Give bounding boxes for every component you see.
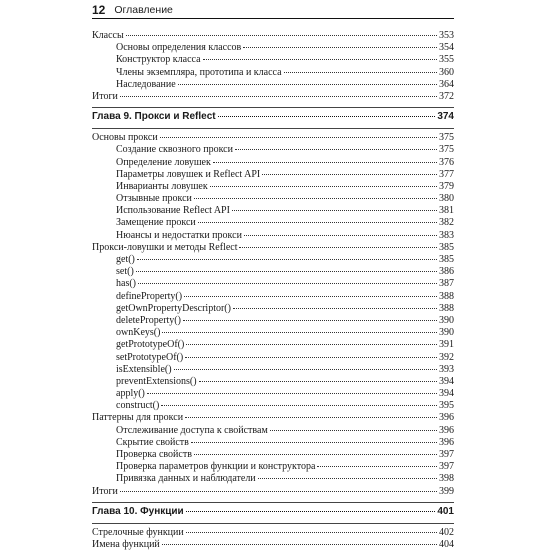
toc-entry-page-number: 397 bbox=[439, 449, 454, 460]
toc-entry[interactable] bbox=[92, 400, 454, 412]
dot-leader bbox=[244, 235, 437, 236]
toc-entry-title: Основы прокси bbox=[92, 132, 158, 144]
toc-entry-page-number: 386 bbox=[439, 266, 454, 278]
toc-entry-title: Привязка данных и наблюдатели bbox=[116, 473, 256, 485]
toc-entry-title: Паттерны для прокси bbox=[92, 412, 184, 424]
toc-entry-title: Наследование bbox=[116, 78, 176, 90]
toc-entry[interactable] bbox=[92, 473, 454, 485]
toc-entry-title: Конструктор класса bbox=[116, 54, 201, 66]
page-number: 12 bbox=[92, 3, 106, 17]
toc-entry-page-number: 399 bbox=[439, 485, 454, 497]
toc-entry-title: Скрытие свойств bbox=[116, 436, 189, 448]
toc-entry[interactable] bbox=[92, 42, 454, 54]
toc-entry-title: Использование Reflect API bbox=[116, 205, 230, 217]
dot-leader bbox=[218, 116, 436, 117]
toc-entry-page-number: 385 bbox=[439, 241, 454, 253]
toc-entry-title: Создание сквозного прокси bbox=[116, 144, 233, 156]
toc-entry-page-number: 353 bbox=[439, 30, 454, 41]
toc-entry-page-number: 392 bbox=[439, 351, 454, 363]
toc-entry[interactable] bbox=[92, 254, 454, 266]
toc-entry-page-number: 364 bbox=[439, 78, 454, 90]
toc-entry-title: apply() bbox=[116, 388, 145, 400]
toc-entry-title: Основы определения классов bbox=[116, 42, 242, 54]
dot-leader bbox=[194, 454, 437, 455]
dot-leader bbox=[198, 222, 437, 223]
toc-entry[interactable] bbox=[92, 144, 454, 156]
toc-entry-page-number: 396 bbox=[439, 424, 454, 436]
toc-entry[interactable] bbox=[92, 437, 454, 449]
toc-entry[interactable] bbox=[92, 388, 454, 400]
toc-entry-page-number: 394 bbox=[439, 375, 454, 387]
toc-entry-title: Прокси-ловушки и методы Reflect bbox=[92, 241, 238, 253]
toc-entry[interactable] bbox=[92, 376, 454, 388]
toc-entry-title: Стрелочные функции bbox=[92, 526, 184, 538]
dot-leader bbox=[258, 478, 437, 479]
toc-entry[interactable] bbox=[92, 266, 454, 278]
toc-entry-page-number: 401 bbox=[437, 505, 454, 517]
dot-leader bbox=[120, 491, 437, 492]
toc-entry-title: getPrototypeOf() bbox=[116, 339, 185, 351]
dot-leader bbox=[186, 511, 436, 512]
toc-entry[interactable] bbox=[92, 527, 454, 539]
chapter-entry[interactable] bbox=[92, 506, 454, 521]
toc-entry[interactable] bbox=[92, 181, 454, 193]
toc-entry-title: ownKeys() bbox=[116, 327, 161, 339]
dot-leader bbox=[184, 296, 437, 297]
toc-entry-title: Проверка параметров функции и конструктора bbox=[116, 461, 316, 473]
dot-leader bbox=[232, 210, 437, 211]
toc-entry-title: Параметры ловушек и Reflect API bbox=[116, 168, 261, 180]
toc-entry[interactable] bbox=[92, 486, 454, 498]
toc-entry[interactable] bbox=[92, 461, 454, 473]
dot-leader bbox=[235, 149, 437, 150]
toc-entry-page-number: 388 bbox=[439, 290, 454, 302]
toc-entry[interactable] bbox=[92, 132, 454, 144]
toc-entry[interactable] bbox=[92, 30, 454, 42]
toc-entry-title: Отзывные прокси bbox=[116, 193, 192, 205]
toc-entry-page-number: 375 bbox=[439, 132, 454, 144]
chapter-divider bbox=[92, 128, 454, 129]
dot-leader bbox=[317, 466, 437, 467]
dot-leader bbox=[233, 308, 437, 309]
dot-leader bbox=[137, 259, 437, 260]
toc-entry-title: Замещение прокси bbox=[116, 217, 196, 229]
toc-entry-page-number: 393 bbox=[439, 363, 454, 375]
toc-entry[interactable] bbox=[92, 425, 454, 437]
toc-entry[interactable] bbox=[92, 242, 454, 254]
chapter-divider bbox=[92, 107, 454, 108]
dot-leader bbox=[186, 344, 437, 345]
toc-entry[interactable] bbox=[92, 157, 454, 169]
toc-entry-page-number: 380 bbox=[439, 193, 454, 205]
toc-entry[interactable] bbox=[92, 230, 454, 242]
toc-entry-title: deleteProperty() bbox=[116, 314, 181, 326]
toc-entry-page-number: 402 bbox=[439, 526, 454, 538]
toc-entry-page-number: 379 bbox=[439, 180, 454, 192]
toc-entry-page-number: 387 bbox=[439, 278, 454, 290]
dot-leader bbox=[138, 283, 437, 284]
toc-entry-title: Проверка свойств bbox=[116, 449, 192, 460]
dot-leader bbox=[210, 186, 437, 187]
dot-leader bbox=[262, 174, 437, 175]
toc-entry[interactable] bbox=[92, 352, 454, 364]
toc-entry-page-number: 383 bbox=[439, 229, 454, 241]
toc-entry-page-number: 381 bbox=[439, 205, 454, 217]
toc-entry-title: set() bbox=[116, 266, 134, 278]
toc-entry-page-number: 388 bbox=[439, 302, 454, 314]
toc-entry-page-number: 394 bbox=[439, 388, 454, 400]
dot-leader bbox=[136, 271, 437, 272]
toc-entry-page-number: 376 bbox=[439, 156, 454, 168]
table-of-contents bbox=[92, 30, 454, 551]
toc-entry-page-number: 390 bbox=[439, 327, 454, 339]
toc-entry-page-number: 355 bbox=[439, 54, 454, 66]
toc-entry[interactable] bbox=[92, 449, 454, 461]
dot-leader bbox=[191, 442, 437, 443]
chapter-entry[interactable] bbox=[92, 111, 454, 126]
dot-leader bbox=[147, 393, 437, 394]
dot-leader bbox=[178, 84, 437, 85]
dot-leader bbox=[243, 47, 437, 48]
dot-leader bbox=[183, 320, 437, 321]
toc-entry[interactable] bbox=[92, 278, 454, 290]
toc-entry[interactable] bbox=[92, 315, 454, 327]
toc-entry[interactable] bbox=[92, 79, 454, 91]
dot-leader bbox=[174, 369, 437, 370]
dot-leader bbox=[203, 59, 437, 60]
toc-entry-title: preventExtensions() bbox=[116, 375, 197, 387]
toc-entry-page-number: 354 bbox=[439, 42, 454, 54]
toc-entry[interactable] bbox=[92, 193, 454, 205]
toc-entry[interactable] bbox=[92, 205, 454, 217]
toc-entry-title: isExtensible() bbox=[116, 363, 172, 375]
toc-entry-title: Классы bbox=[92, 30, 124, 41]
dot-leader bbox=[185, 357, 437, 358]
toc-entry[interactable] bbox=[92, 303, 454, 315]
dot-leader bbox=[239, 247, 437, 248]
toc-entry-title: Глава 9. Прокси и Reflect bbox=[92, 111, 216, 123]
toc-entry-title: setPrototypeOf() bbox=[116, 351, 184, 363]
toc-entry-page-number: 375 bbox=[439, 144, 454, 156]
dot-leader bbox=[126, 35, 437, 36]
toc-entry-page-number: 372 bbox=[439, 90, 454, 102]
toc-entry-page-number: 377 bbox=[439, 168, 454, 180]
dot-leader bbox=[284, 72, 437, 73]
toc-entry-title: Итоги bbox=[92, 90, 118, 102]
dot-leader bbox=[161, 405, 437, 406]
toc-entry-title: getOwnPropertyDescriptor() bbox=[116, 302, 231, 314]
toc-entry-title: Глава 10. Функции bbox=[92, 505, 184, 517]
toc-entry-page-number: 390 bbox=[439, 314, 454, 326]
toc-entry-page-number: 398 bbox=[439, 473, 454, 485]
toc-entry-title: Отслеживание доступа к свойствам bbox=[116, 424, 268, 436]
dot-leader bbox=[270, 430, 437, 431]
dot-leader bbox=[160, 137, 437, 138]
toc-entry-title: get() bbox=[116, 254, 135, 265]
toc-entry-title: Нюансы и недостатки прокси bbox=[116, 229, 242, 241]
toc-entry[interactable] bbox=[92, 539, 454, 551]
chapter-divider bbox=[92, 502, 454, 503]
running-title: Оглавление bbox=[114, 4, 173, 16]
toc-entry[interactable] bbox=[92, 364, 454, 376]
toc-entry-page-number: 396 bbox=[439, 412, 454, 424]
toc-entry[interactable] bbox=[92, 339, 454, 351]
dot-leader bbox=[186, 532, 437, 533]
header-rule bbox=[92, 18, 454, 19]
toc-entry-page-number: 404 bbox=[439, 538, 454, 550]
toc-entry-title: Итоги bbox=[92, 485, 118, 497]
dot-leader bbox=[162, 332, 437, 333]
toc-entry-page-number: 397 bbox=[439, 461, 454, 473]
toc-entry[interactable] bbox=[92, 412, 454, 424]
toc-entry[interactable] bbox=[92, 67, 454, 79]
dot-leader bbox=[162, 544, 437, 545]
toc-entry[interactable] bbox=[92, 169, 454, 181]
toc-entry-page-number: 382 bbox=[439, 217, 454, 229]
toc-entry[interactable] bbox=[92, 291, 454, 303]
toc-entry-page-number: 395 bbox=[439, 400, 454, 412]
dot-leader bbox=[213, 162, 437, 163]
toc-entry[interactable] bbox=[92, 91, 454, 103]
toc-entry[interactable] bbox=[92, 54, 454, 66]
toc-entry-title: Имена функций bbox=[92, 538, 160, 550]
toc-entry-title: Определение ловушек bbox=[116, 156, 211, 168]
toc-entry-page-number: 391 bbox=[439, 339, 454, 351]
toc-entry-title: construct() bbox=[116, 400, 160, 412]
toc-entry-page-number: 360 bbox=[439, 66, 454, 78]
dot-leader bbox=[120, 96, 437, 97]
toc-entry[interactable] bbox=[92, 327, 454, 339]
dot-leader bbox=[194, 198, 437, 199]
toc-entry-title: Инварианты ловушек bbox=[116, 180, 208, 192]
toc-entry-title: defineProperty() bbox=[116, 290, 183, 302]
toc-entry-title: Члены экземпляра, прототипа и класса bbox=[116, 66, 282, 78]
toc-entry-page-number: 385 bbox=[439, 254, 454, 265]
toc-entry-title: has() bbox=[116, 278, 136, 290]
dot-leader bbox=[185, 417, 437, 418]
page-header bbox=[92, 2, 454, 18]
toc-entry-page-number: 374 bbox=[437, 111, 454, 123]
chapter-divider bbox=[92, 523, 454, 524]
toc-entry-page-number: 396 bbox=[439, 436, 454, 448]
dot-leader bbox=[199, 381, 437, 382]
toc-entry[interactable] bbox=[92, 217, 454, 229]
